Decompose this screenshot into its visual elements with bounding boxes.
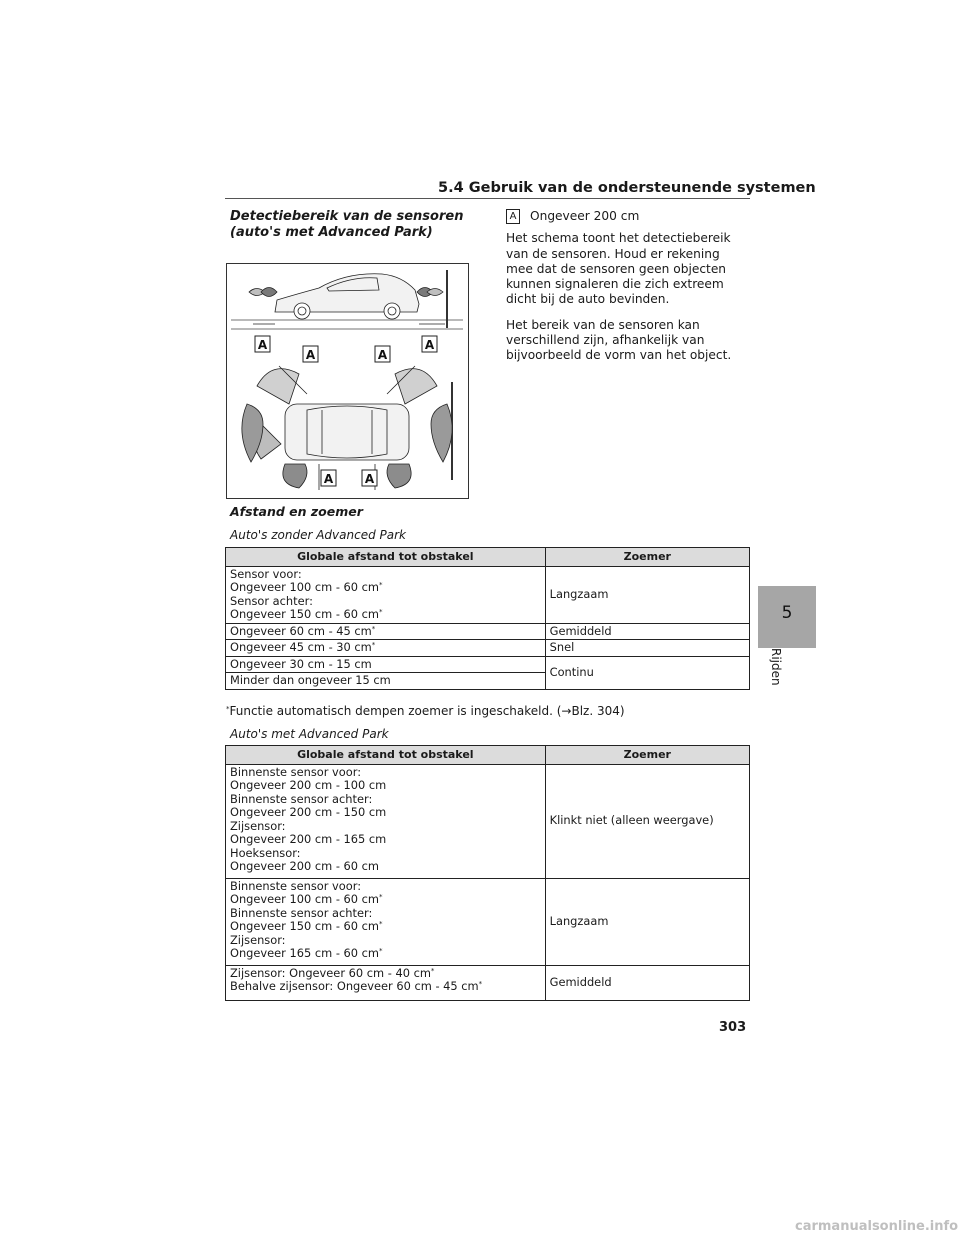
- table-row: [226, 566, 750, 623]
- section-title: 5.4 Gebruik van de ondersteunende systemen: [438, 180, 816, 196]
- legend-text: Ongeveer 200 cm: [530, 209, 640, 223]
- table-cell: Zijsensor: Ongeveer 60 cm - 40 cm* Behalve zijsensor: Ongeveer 60 cm - 45 cm*: [226, 965, 546, 1000]
- car-top-view: [242, 366, 452, 490]
- marker-a-2: A: [305, 348, 316, 362]
- table-cell: Ongeveer 30 cm - 15 cm: [226, 656, 546, 673]
- table-cell: Langzaam: [545, 878, 749, 965]
- markers-bottom: [321, 470, 377, 486]
- table-row: [226, 764, 750, 878]
- afstand-heading: Afstand en zoemer: [230, 504, 363, 519]
- footnote: *Functie automatisch dempen zoemer is ingeschakeld. (→Blz. 304): [226, 704, 625, 718]
- table-cell: Gemiddeld: [545, 623, 749, 640]
- watermark: carmanualsonline.info: [795, 1219, 959, 1234]
- paragraph-2: Het bereik van de sensoren kan verschillend zijn, afhankelijk van bijvoorbeeld de vorm van het object.: [506, 317, 732, 363]
- table1-caption: Auto's zonder Advanced Park: [230, 528, 406, 542]
- paragraph-1: Het schema toont het detectiebereik van de sensoren. Houd er rekening mee dat de sensoren geen objecten kunnen signaleren die zich extreem dicht bij de auto bevinden.: [506, 231, 731, 307]
- table-cell: Binnenste sensor voor: Ongeveer 100 cm - 60 cm* Binnenste sensor achter: Ongeveer 150 cm - 60 cm* Zijsensor: Ongeveer 165 cm - 60 cm*: [226, 878, 546, 965]
- table-cell: Minder dan ongeveer 15 cm: [226, 673, 546, 690]
- legend-item: [506, 209, 750, 224]
- marker-a-4: A: [424, 338, 435, 352]
- chapter-number: 5: [781, 603, 793, 623]
- detect-heading: Detectiebereik van de sensoren (auto's met Advanced Park): [230, 209, 464, 240]
- table-row: [226, 878, 750, 965]
- table-cell: Continu: [545, 656, 749, 689]
- table-cell: Ongeveer 60 cm - 45 cm*: [226, 623, 546, 640]
- table-cell: Langzaam: [545, 566, 749, 623]
- distance-table-with-advanced-park: [225, 745, 750, 1001]
- table-cell: Gemiddeld: [545, 965, 749, 1000]
- marker-a-5: A: [323, 472, 334, 486]
- markers-top: [255, 336, 437, 362]
- table-cell: Snel: [545, 640, 749, 657]
- distance-table-without-advanced-park: [225, 547, 750, 690]
- marker-a-6: A: [364, 472, 375, 486]
- table-cell: Binnenste sensor voor: Ongeveer 200 cm - 100 cm Binnenste sensor achter: Ongeveer 200 cm - 150 cm Zijsensor: Ongeveer 200 cm - 165 cm Hoeksensor: Ongeveer 200 cm - 60 cm: [226, 764, 546, 878]
- sensor-range-diagram: [226, 263, 469, 499]
- table2-caption: Auto's met Advanced Park: [230, 727, 389, 741]
- table-row: [226, 965, 750, 1000]
- table-row: [226, 623, 750, 640]
- table-row: [226, 640, 750, 657]
- marker-a-1: A: [257, 338, 268, 352]
- description-column: [506, 209, 750, 374]
- table-cell: Ongeveer 45 cm - 30 cm*: [226, 640, 546, 657]
- table-row: [226, 656, 750, 673]
- table2-header-zoemer: Zoemer: [545, 746, 749, 765]
- section-rule: [225, 198, 750, 199]
- table2-header-distance: Globale afstand tot obstakel: [226, 746, 546, 765]
- table-cell: Sensor voor: Ongeveer 100 cm - 60 cm* Sensor achter: Ongeveer 150 cm - 60 cm*: [226, 566, 546, 623]
- table1-header-zoemer: Zoemer: [545, 548, 749, 567]
- marker-a-3: A: [377, 348, 388, 362]
- car-side-view: [231, 270, 463, 329]
- table-cell: Klinkt niet (alleen weergave): [545, 764, 749, 878]
- table1-header-distance: Globale afstand tot obstakel: [226, 548, 546, 567]
- legend-letter: A: [506, 209, 520, 224]
- page-number: 303: [719, 1020, 747, 1035]
